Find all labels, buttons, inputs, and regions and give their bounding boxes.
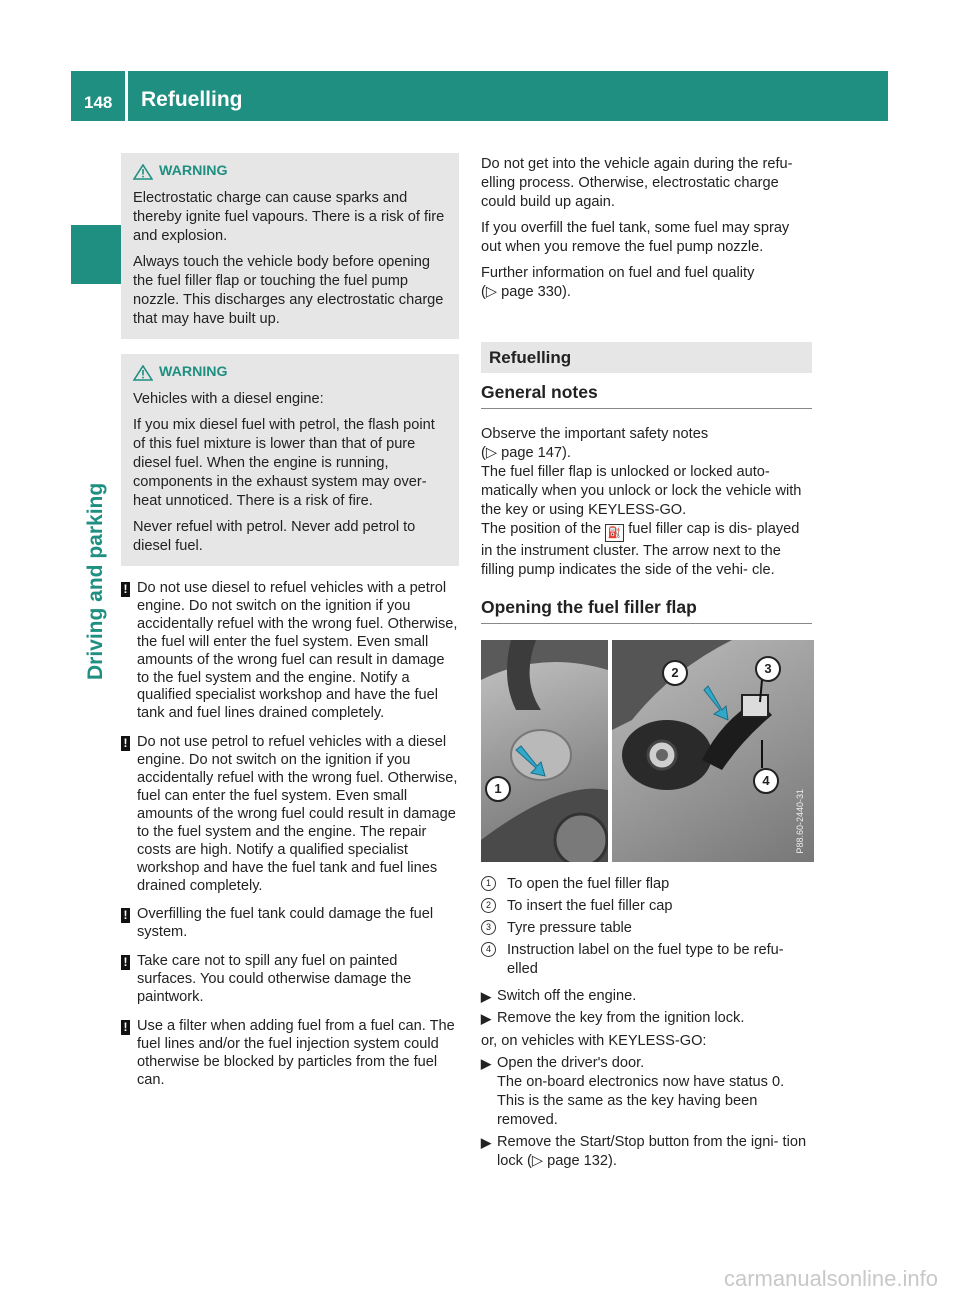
page-link-147[interactable]: (▷ page 147). (481, 445, 571, 461)
callout-1: 1 (485, 776, 511, 802)
figure-code: P88.60-2440-31 (795, 789, 805, 854)
side-section-label: Driving and parking (84, 482, 107, 680)
note-item: ! Overfilling the fuel tank could damage the fuel system. (121, 906, 459, 942)
legend-list (481, 875, 812, 979)
paragraph: The fuel filler flap is unlocked or locked auto- matically when you unlock or lock the vehicle with the key or using KEYLESS-GO. (481, 464, 802, 518)
exclamation-icon: ! (121, 1020, 130, 1035)
fuel-flap-figure (481, 640, 814, 862)
warning-title: WARNING (159, 163, 228, 179)
legend-item: 1 To open the fuel filler flap (481, 875, 812, 894)
legend-item: 2 To insert the fuel filler cap (481, 897, 812, 916)
callout-3: 3 (755, 656, 781, 682)
section-title-box: Refuelling (481, 342, 812, 373)
legend-item: 4 Instruction label on the fuel type to be refu- elled (481, 941, 812, 979)
page-number: 148 (84, 93, 113, 112)
exclamation-icon: ! (121, 736, 130, 751)
paragraph: The position of the ⛽ fuel filler cap is dis- played in the instrument cluster. The arrow next to the filling pump indicates the side of the vehi- cle. (481, 521, 800, 578)
fuel-pump-icon: ⛽ (605, 524, 624, 542)
page-link-330[interactable]: (▷ page 330). (481, 284, 571, 300)
paragraph: If you overfill the fuel tank, some fuel may spray out when you remove the fuel pump nozzle. (481, 220, 790, 255)
warning-title: WARNING (159, 364, 228, 380)
warning-text: Never refuel with petrol. Never add petrol to diesel fuel. (133, 519, 416, 554)
warning-triangle-icon (133, 164, 153, 180)
footer-watermark: carmanualsonline.info (723, 1266, 938, 1291)
figure-panel-cap (612, 640, 814, 862)
step-arrow-icon: ▶ (481, 1056, 491, 1071)
paragraph: Do not get into the vehicle again during the refu- elling process. Otherwise, electrostatic charge could build up again. (481, 156, 793, 210)
warning-text: Always touch the vehicle body before opening the fuel filler flap or touching the fuel pump nozzle. This discharges any electrostatic charge that may have built up. (133, 254, 444, 327)
exclamation-icon: ! (121, 955, 130, 970)
note-item: ! Use a filter when adding fuel from a fuel can. The fuel lines and/or the fuel injection system could otherwise be blocked by particles from the fuel can. (121, 1018, 459, 1090)
notes-list (121, 580, 459, 1090)
callout-2: 2 (662, 660, 688, 686)
step-arrow-icon: ▶ (481, 1011, 491, 1026)
paragraph: Further information on fuel and fuel quality (▷ page 330). (481, 265, 755, 300)
right-column (481, 155, 812, 1174)
exclamation-icon: ! (121, 582, 130, 597)
step-item: ▶ Remove the Start/Stop button from the igni- tion lock (▷ page 132). (481, 1134, 807, 1169)
warning-text: Vehicles with a diesel engine: (133, 391, 324, 407)
note-item: ! Take care not to spill any fuel on painted surfaces. You could otherwise damage the paintwork. (121, 953, 459, 1007)
heading-general-notes: General notes (481, 383, 812, 409)
warning-text: If you mix diesel fuel with petrol, the flash point of this fuel mixture is lower than that of pure diesel fuel. When the engine is running, components in the exhaust system may over- heat unnoticed. There is a risk of fire. (133, 417, 435, 509)
warning-box-diesel (121, 354, 459, 566)
warning-text: Electrostatic charge can cause sparks and thereby ignite fuel vapours. There is a risk of fire and explosion. (133, 190, 445, 244)
steps-list (481, 987, 812, 1171)
car-flap-drawing (481, 640, 608, 862)
chapter-title: Refuelling (141, 88, 243, 111)
left-column (121, 153, 459, 1101)
fuel-cap-drawing (612, 640, 814, 862)
step-arrow-icon: ▶ (481, 989, 491, 1004)
figure-panel-flap (481, 640, 608, 862)
warning-triangle-icon (133, 365, 153, 381)
callout-4: 4 (753, 768, 779, 794)
header-divider (125, 71, 128, 121)
step-item: ▶ Remove the key from the ignition lock. (481, 1010, 745, 1026)
note-item: ! Do not use petrol to refuel vehicles with a diesel engine. Do not switch on the ignition if you accidentally refuel with the wrong fuel. Otherwise, fuel can enter the fuel system. Even small amounts of the wrong fuel could result in damage to the fuel system and the engine. The repair costs are high. Notify a qualified specialist workshop and have the fuel tank and fuel lines drained completely. (121, 734, 459, 895)
step-item: ▶ Open the driver's door. The on-board electronics now have status 0. This is the same as the key having been removed. (481, 1055, 785, 1128)
heading-opening-flap: Opening the fuel filler flap (481, 598, 812, 624)
exclamation-icon: ! (121, 908, 130, 923)
paragraph: or, on vehicles with KEYLESS-GO: (481, 1033, 707, 1049)
note-item: ! Do not use diesel to refuel vehicles with a petrol engine. Do not switch on the ignition if you accidentally refuel with the wrong fuel. Otherwise, the fuel will enter the fuel system. Even small amounts of the wrong fuel can result in damage to the fuel system and the engine. Notify a qualified specialist workshop and have the fuel tank and fuel lines drained completely. (121, 580, 459, 723)
paragraph: Observe the important safety notes (▷ page 147). (481, 426, 709, 461)
warning-box-electrostatic (121, 153, 459, 339)
legend-item: 3 Tyre pressure table (481, 919, 812, 938)
step-arrow-icon: ▶ (481, 1135, 491, 1150)
step-item: ▶ Switch off the engine. (481, 988, 637, 1004)
